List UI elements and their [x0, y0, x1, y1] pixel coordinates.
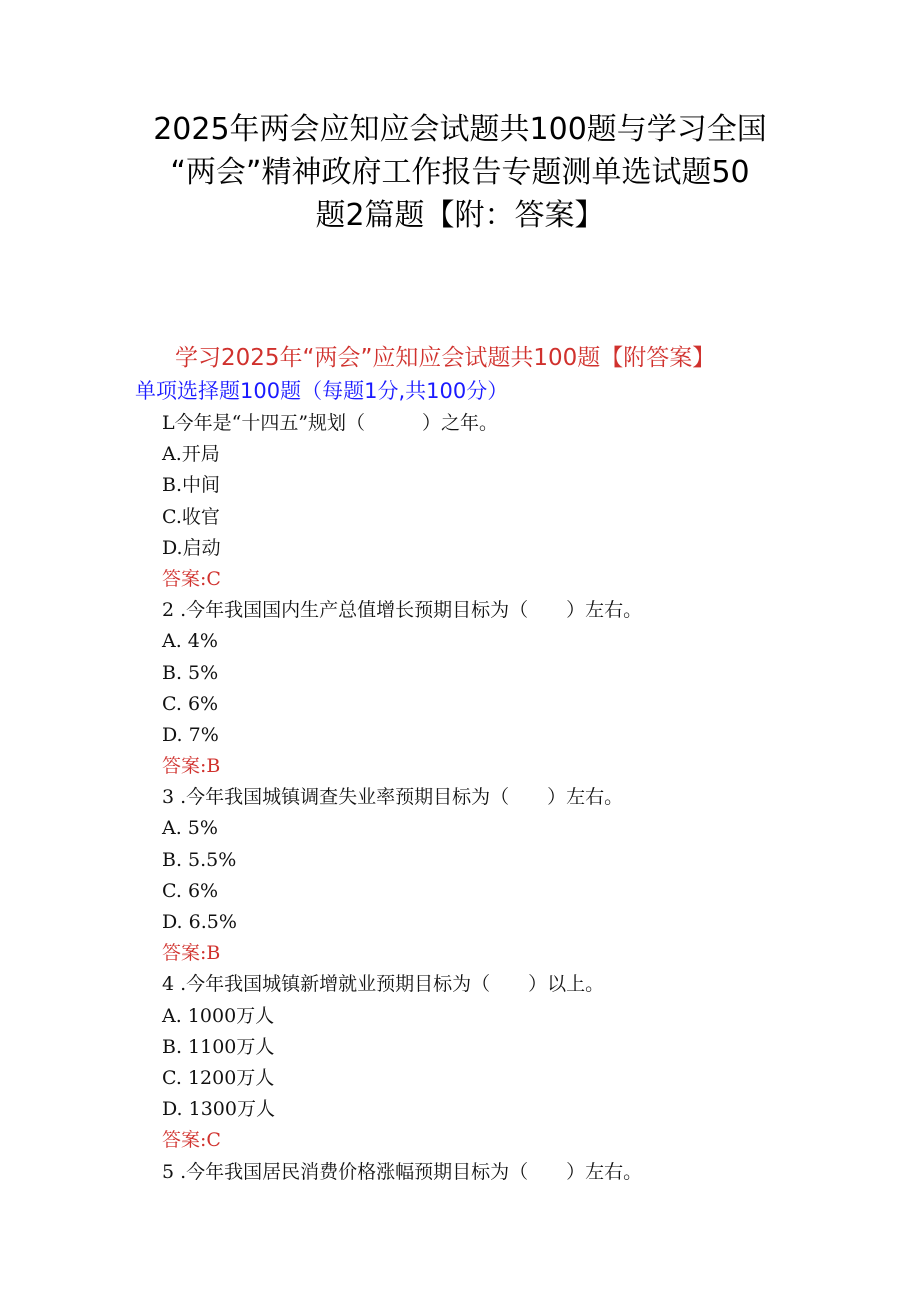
- section-heading: 学习2025年“两会”应知应会试题共100题【附答案】: [175, 345, 716, 371]
- question-4-option-b: B. 1100万人: [162, 1035, 275, 1058]
- question-5-stem: 5 .今年我国居民消费价格涨幅预期目标为（ ）左右。: [162, 1160, 643, 1183]
- question-3-option-c: C. 6%: [162, 879, 219, 902]
- question-3-option-b: B. 5.5%: [162, 848, 237, 871]
- question-2-answer: 答案:B: [162, 755, 221, 778]
- question-list: [162, 408, 862, 1188]
- sub-heading: 单项选择题100题（每题1分,共100分）: [135, 379, 509, 403]
- question-4-option-d: D. 1300万人: [162, 1098, 275, 1121]
- question-4-stem: 4 .今年我国城镇新增就业预期目标为（ ）以上。: [162, 973, 605, 996]
- title-line-1: 2025年两会应知应会试题共100题与学习全国: [153, 112, 767, 147]
- document-title: [110, 108, 810, 237]
- question-2-stem: 2 .今年我国国内生产总值增长预期目标为（ ）左右。: [162, 599, 643, 622]
- question-3-option-a: A. 5%: [162, 817, 218, 840]
- question-2-option-c: C. 6%: [162, 692, 219, 715]
- question-1-option-c: C.收官: [162, 505, 220, 528]
- question-4-option-a: A. 1000万人: [162, 1004, 275, 1027]
- question-3-stem: 3 .今年我国城镇调查失业率预期目标为（ ）左右。: [162, 786, 624, 809]
- question-2-option-b: B. 5%: [162, 661, 219, 684]
- title-line-2: “两会”精神政府工作报告专题测单选试题50: [170, 155, 750, 190]
- question-4-answer: 答案:C: [162, 1129, 221, 1152]
- title-line-3: 题2篇题【附：答案】: [315, 198, 605, 233]
- question-1-option-b: B.中间: [162, 474, 221, 497]
- question-1-option-d: D.启动: [162, 536, 221, 559]
- question-1-stem: L今年是“十四五”规划（ ）之年。: [162, 412, 499, 434]
- question-1-answer: 答案:C: [162, 567, 221, 590]
- question-3-option-d: D. 6.5%: [162, 911, 237, 933]
- question-4-option-c: C. 1200万人: [162, 1066, 275, 1089]
- question-2-option-d: D. 7%: [162, 723, 219, 746]
- question-3-answer: 答案:B: [162, 942, 221, 965]
- question-1-option-a: A.开局: [162, 443, 220, 466]
- question-2-option-a: A. 4%: [162, 630, 218, 653]
